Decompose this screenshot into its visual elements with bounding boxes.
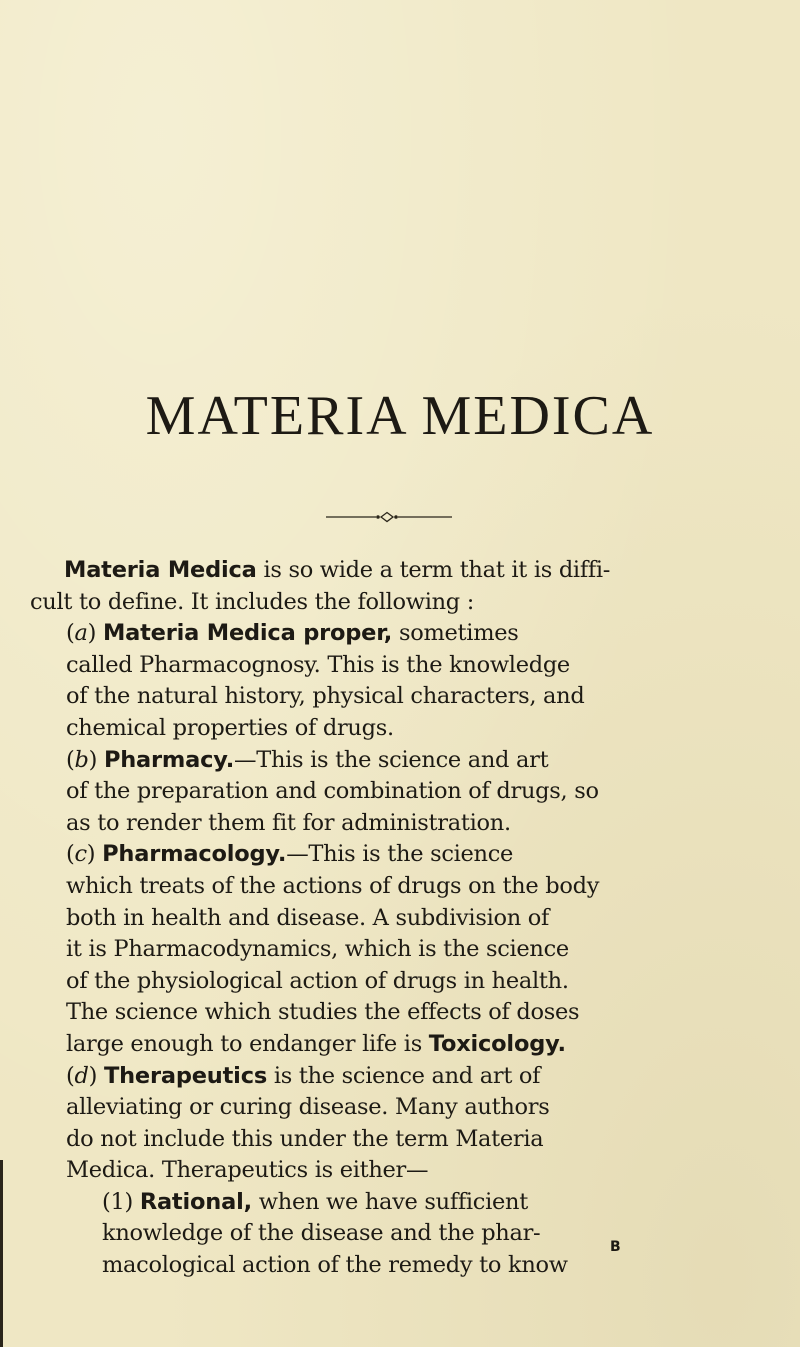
text-line: as to render them fit for administration. xyxy=(66,809,511,836)
text-line: of the natural history, physical characters, and xyxy=(66,683,585,710)
text-line: of the preparation and combination of drugs, so xyxy=(66,778,599,805)
divider-ornament xyxy=(324,510,454,524)
list-item-b: (b) Pharmacy.—This is the science and art xyxy=(66,746,549,773)
list-item-a: (a) Materia Medica proper, sometimes xyxy=(66,620,519,647)
text-line: both in health and disease. A subdivision of xyxy=(66,904,550,931)
text-line: of the physiological action of drugs in health. xyxy=(66,967,569,994)
text-line: knowledge of the disease and the phar- xyxy=(102,1220,541,1247)
text-line: cult to define. It includes the following : xyxy=(30,588,475,615)
body-text xyxy=(0,555,800,1282)
page-title: MATERIA MEDICA xyxy=(145,385,655,447)
list-item-c: (c) Pharmacology.—This is the science xyxy=(66,841,514,868)
text-line: called Pharmacognosy. This is the knowledge xyxy=(66,651,570,678)
text-line: The science which studies the effects of doses xyxy=(66,999,580,1026)
text-line: Medica. Therapeutics is either— xyxy=(66,1157,429,1184)
list-item-1: (1) Rational, when we have sufficient xyxy=(102,1188,528,1215)
text-line: Materia Medica is so wide a term that it is diffi- xyxy=(64,557,611,583)
signature-mark: B xyxy=(610,1239,621,1255)
text-line: chemical properties of drugs. xyxy=(66,714,394,741)
page-edge xyxy=(0,1160,3,1347)
text-line: do not include this under the term Materia xyxy=(66,1125,544,1152)
text-line: which treats of the actions of drugs on the body xyxy=(66,872,600,899)
list-item-d: (d) Therapeutics is the science and art of xyxy=(66,1062,541,1089)
text-line: large enough to endanger life is Toxicology. xyxy=(66,1030,566,1057)
text-line: it is Pharmacodynamics, which is the science xyxy=(66,936,569,963)
text-line: macological action of the remedy to know xyxy=(102,1252,568,1279)
text-line: alleviating or curing disease. Many authors xyxy=(66,1094,550,1121)
